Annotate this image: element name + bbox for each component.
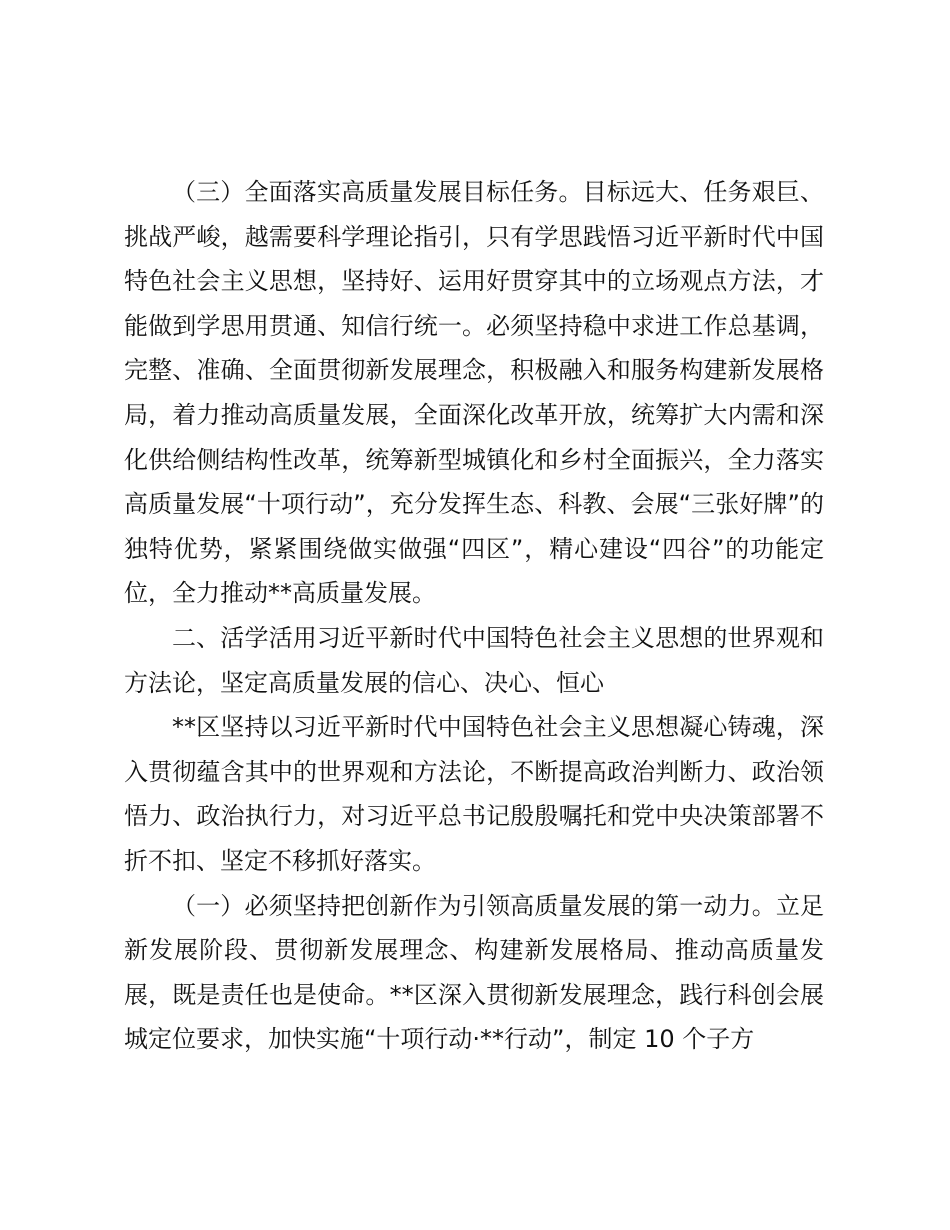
paragraph-section-one: （一）必须坚持把创新作为引领高质量发展的第一动力。立足新发展阶段、贯彻新发展理念、构建新发展格局、推动高质量发展，既是责任也是使命。**区深入贯彻新发展理念，践行科创会展城定位要求，加快实施“十项行动·**行动”，制定 10 个子方	[124, 891, 824, 1054]
paragraph-district-intro: **区坚持以习近平新时代中国特色社会主义思想凝心铸魂，深入贯彻蕴含其中的世界观和方法论，不断提高政治判断力、政治领悟力、政治执行力，对习近平总书记殷殷嘱托和党中央决策部署不折不扣、坚定不移抓好落实。	[124, 713, 824, 875]
paragraph-section-three: （三）全面落实高质量发展目标任务。目标远大、任务艰巨、挑战严峻，越需要科学理论指引，只有学思践悟习近平新时代中国特色社会主义思想，坚持好、运用好贯穿其中的立场观点方法，才能做到学思用贯通、知信行统一。必须坚持稳中求进工作总基调，完整、准确、全面贯彻新发展理念，积极融入和服务构建新发展格局，着力推动高质量发展，全面深化改革开放，统筹扩大内需和深化供给侧结构性改革，统筹新型城镇化和乡村全面振兴，全力落实高质量发展“十项行动”，充分发挥生态、科教、会展“三张好牌”的独特优势，紧紧围绕做实做强“四区”，精心建设“四谷”的功能定位，全力推动**高质量发展。	[124, 178, 824, 608]
document-body	[124, 170, 824, 1062]
section-heading-two: 二、活学活用习近平新时代中国特色社会主义思想的世界观和方法论，坚定高质量发展的信心、决心、恒心	[124, 623, 824, 697]
